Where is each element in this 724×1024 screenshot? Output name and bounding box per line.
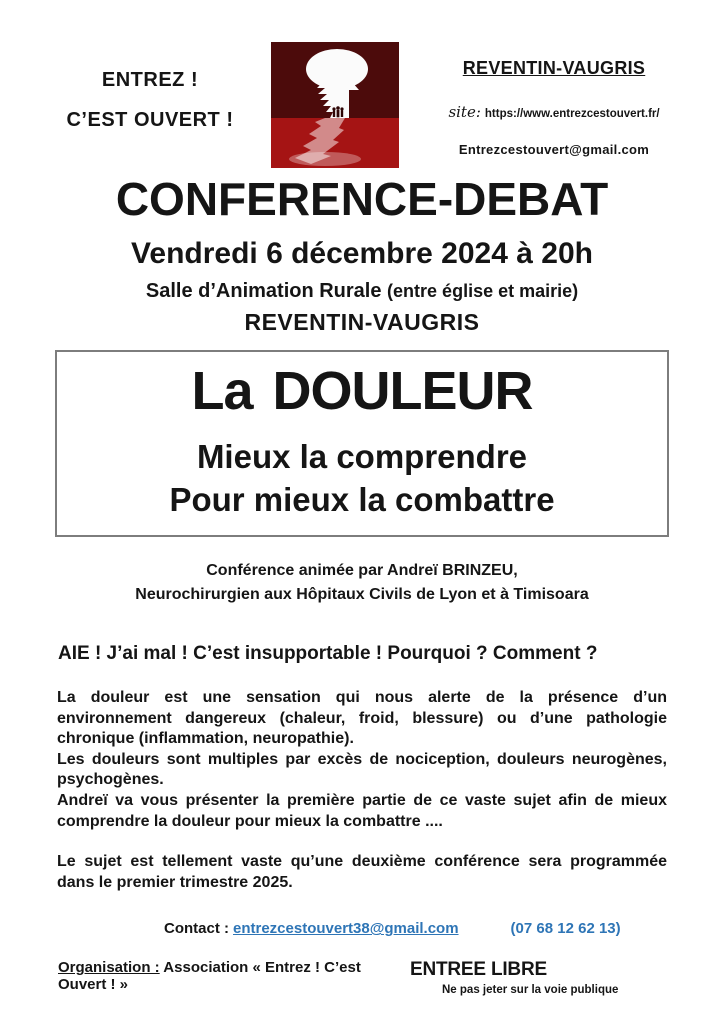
topic-subtitle-1: Mieux la comprendre: [196, 438, 528, 475]
topic-box: [55, 350, 669, 537]
contact-label: Contact :: [164, 920, 229, 938]
speaker-block: [0, 559, 724, 607]
event-title: CONFERENCE-DEBAT: [115, 173, 609, 225]
contact-phone: (07 68 12 62 13): [510, 920, 621, 938]
no-litter-notice: Ne pas jeter sur la voie publique: [442, 984, 619, 997]
paragraph-2: Les douleurs sont multiples par excès de nociception, douleurs neurogènes, psychogènes.: [57, 750, 667, 789]
header-contact-block: [418, 42, 690, 157]
footer: [58, 959, 724, 996]
header: [0, 0, 724, 168]
paragraph-1: La douleur est une sensation qui nous alerte de la présence d’un environnement dangereux (chaleur, froid, blessure) ou d’une pathologie chronique (inflammation, neuropathie).: [57, 689, 667, 748]
contact-email-link[interactable]: entrezcestouvert38@gmail.com: [233, 920, 459, 938]
organisation-label: Organisation :: [58, 959, 160, 977]
venue-note: (entre église et mairie): [387, 281, 579, 301]
free-entry-label: ENTREE LIBRE: [410, 959, 547, 981]
people-silhouettes-icon: [332, 106, 343, 117]
header-email-row: [418, 142, 690, 157]
hook-line: AIE ! J’ai mal ! C’est insupportable ! Pourquoi ? Comment ?: [58, 643, 598, 664]
motto-line2: C’EST OUVERT !: [66, 109, 234, 131]
paragraph-4: Le sujet est tellement vaste qu’une deuxième conférence sera programmée dans le premier trimestre 2025.: [57, 853, 667, 891]
header-email-link[interactable]: Entrezcestouvert@gmail.com: [458, 142, 650, 157]
footer-right-block: [410, 959, 618, 996]
association-logo-image: [271, 42, 399, 168]
site-label: site:: [448, 103, 481, 121]
motto-line1: ENTREZ !: [101, 69, 199, 91]
topic-title: La DOULEUR: [191, 361, 533, 421]
event-venue: [0, 280, 724, 303]
topic-subtitle-2: Pour mieux la combattre: [169, 481, 555, 518]
body-text: [57, 688, 667, 893]
association-motto: [48, 42, 252, 140]
speaker-line2: Neurochirurgien aux Hôpitaux Civils de Lyon et à Timisoara: [135, 586, 589, 603]
website-link[interactable]: https://www.entrezcestouvert.fr/: [484, 108, 660, 120]
paragraph-3: Andreï va vous présenter la première partie de ce vaste sujet afin de mieux comprendre la douleur pour mieux la combattre ....: [57, 791, 667, 830]
contact-row: [164, 920, 724, 937]
event-datetime: Vendredi 6 décembre 2024 à 20h: [131, 237, 593, 270]
village-name-header: REVENTIN-VAUGRIS: [462, 58, 646, 78]
event-city: REVENTIN-VAUGRIS: [244, 309, 480, 335]
website-row: [418, 103, 690, 121]
venue-name: Salle d’Animation Rurale: [145, 280, 382, 302]
speaker-line1: Conférence animée par Andreï BRINZEU,: [206, 562, 518, 579]
organisation-value: Association « Entrez ! C’est Ouvert ! »: [58, 959, 361, 994]
organisation-row: [58, 959, 410, 993]
